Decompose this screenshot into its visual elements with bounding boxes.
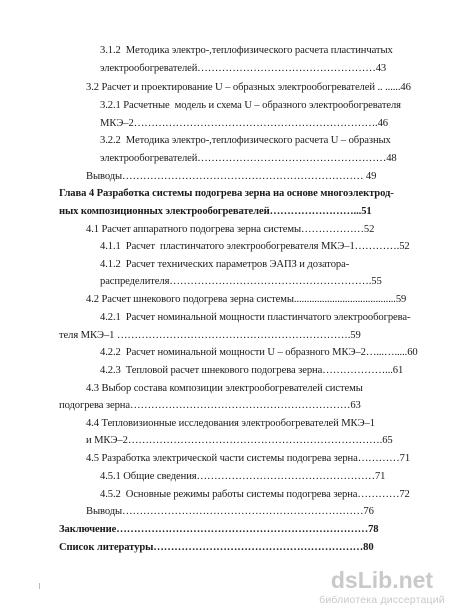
toc-line: 4.3 Выбор состава композиции электрообогревателей системы [86, 383, 363, 394]
toc-line: 4.2.1 Расчет номинальной мощности пластинчатого электрообогрева- [100, 312, 411, 323]
toc-line: теля МКЭ–1 ………………………………………………………….59 [59, 330, 361, 341]
watermark-subtitle: библиотека диссертаций [319, 594, 445, 606]
watermark [318, 567, 446, 611]
toc-references: Список литературы……………………………………………………80 [59, 542, 374, 553]
toc-line: 4.1.2 Расчет технических параметров ЭАПЗ и дозатора- [100, 259, 350, 270]
toc-line: МКЭ–2…………………………………………………………….46 [100, 118, 389, 129]
toc-line: 4.2 Расчет шнекового подогрева зерна системы........................................59 [86, 294, 407, 305]
toc-conclusion: Заключение………………………………………………………………78 [59, 524, 379, 535]
toc-line: 3.2.2 Методика электро-,теплофизического расчета U – образных [100, 135, 391, 146]
toc-line: 3.1.2 Методика электро-,теплофизического расчета пластинчатых [100, 45, 393, 56]
toc-line: электрообогревателей………………………………………………48 [100, 153, 397, 164]
watermark-logo: dsLib.net [330, 567, 434, 593]
toc-line: Выводы…………………………………………………………… 49 [86, 171, 377, 182]
toc-line: 4.2.3 Тепловой расчет шнекового подогрева зерна………………...61 [100, 365, 404, 376]
toc-line: 4.1.1 Расчет пластинчатого электрообогревателя МКЭ–1………….52 [100, 241, 410, 252]
toc-line: распределителя………………………………………………….55 [100, 276, 382, 287]
toc-line: 3.2.1 Расчетные модель и схема U – образного электрообогревателя [100, 100, 401, 111]
toc-line: 4.1 Расчет аппаратного подогрева зерна системы………………52 [86, 224, 375, 235]
toc-line: 4.5 Разработка электрической части системы подогрева зерна…………71 [86, 453, 411, 464]
toc-line: 3.2 Расчет и проектирование U – образных электрообогревателей .. ......46 [86, 82, 411, 93]
toc-line: 4.5.2 Основные режимы работы системы подогрева зерна…………72 [100, 489, 410, 500]
toc-line: 4.5.1 Общие сведения……………………………………………71 [100, 471, 386, 482]
scan-mark [39, 583, 42, 589]
toc-line: электрообогревателей……………………………………………43 [100, 63, 387, 74]
toc-chapter-heading: ных композиционных электрообогревателей……………………...51 [59, 206, 372, 217]
toc-line: 4.2.2 Расчет номинальной мощности U – образного МКЭ–2…...….....60 [100, 347, 418, 358]
toc-line: подогрева зерна………………………………………………………63 [59, 400, 361, 411]
toc-line: Выводы……………………………………………………………76 [86, 506, 374, 517]
toc-line: и МКЭ–2……………………………………………………………….65 [86, 435, 393, 446]
toc-line: 4.4 Тепловизионные исследования электрообогревателей МКЭ–1 [86, 418, 375, 429]
toc-chapter-heading: Глава 4 Разработка системы подогрева зерна на основе многоэлектрод- [59, 188, 394, 199]
